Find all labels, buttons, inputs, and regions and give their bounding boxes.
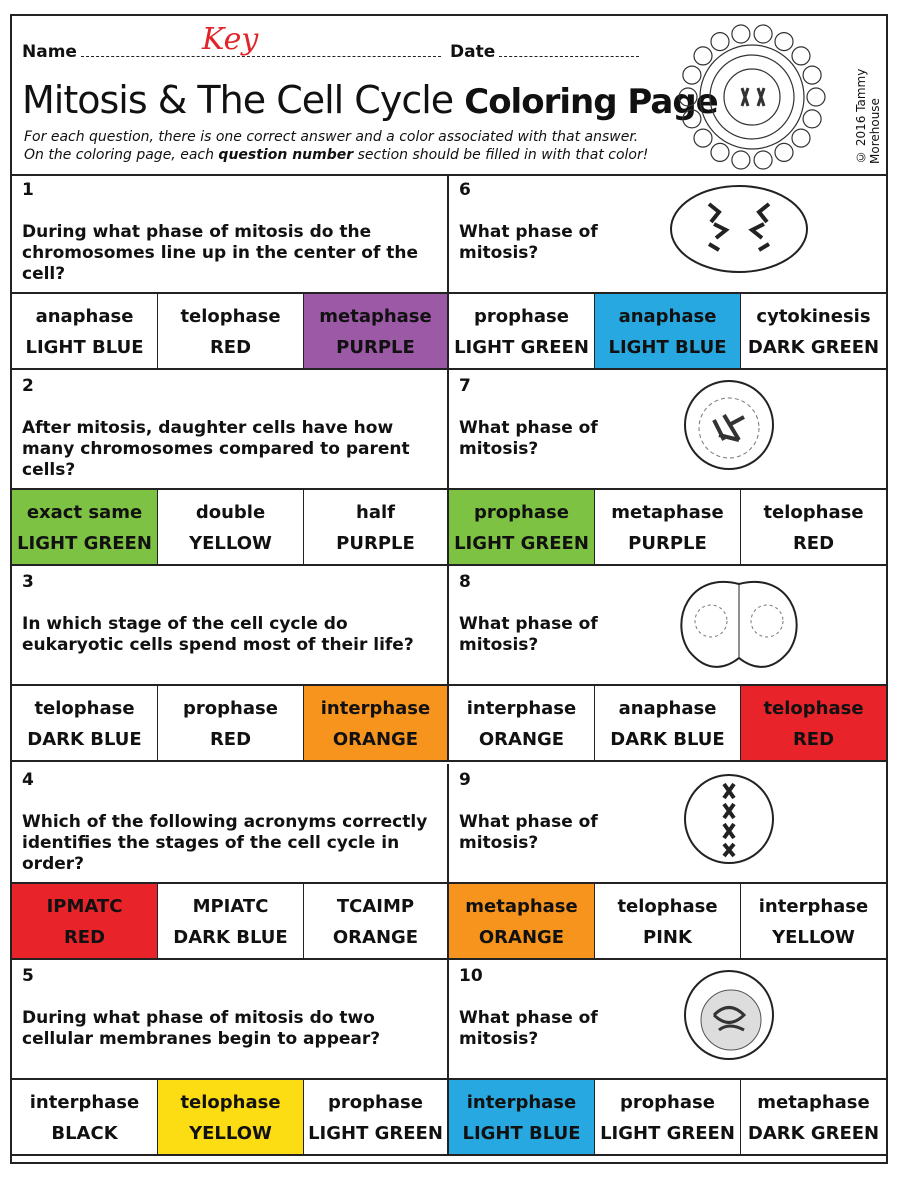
- mandala-petal: [711, 143, 729, 161]
- answer-color: RED: [792, 533, 835, 554]
- header: [12, 16, 886, 176]
- mandala-petal: [683, 110, 701, 128]
- answer-color: DARK BLUE: [173, 927, 288, 948]
- question-number: 6: [459, 180, 471, 200]
- mandala-petal: [807, 88, 825, 106]
- mandala-petal: [775, 33, 793, 51]
- mandala-petal: [732, 151, 750, 169]
- answer-word: TCAIMP: [336, 896, 415, 917]
- mandala-petal: [775, 143, 793, 161]
- answer-word: interphase: [758, 896, 869, 917]
- answer-color: LIGHT GREEN: [17, 533, 152, 554]
- answer-color: PURPLE: [336, 533, 415, 554]
- question-number: 7: [459, 376, 471, 396]
- mandala-petal: [792, 47, 810, 65]
- answer-word: anaphase: [35, 306, 134, 327]
- mandala-petal: [754, 151, 772, 169]
- answer-word: exact same: [26, 502, 143, 523]
- answer-color: RED: [63, 927, 106, 948]
- answer-color: RED: [792, 729, 835, 750]
- answer-word: interphase: [29, 1092, 140, 1113]
- answer-word: cytokinesis: [756, 306, 871, 327]
- answer-word: IPMATC: [46, 896, 123, 917]
- answer-option[interactable]: [449, 1080, 595, 1156]
- answer-option[interactable]: [741, 884, 886, 960]
- answer-word: half: [356, 502, 395, 523]
- answer-word: telophase: [34, 698, 135, 719]
- mandala-petal: [683, 66, 701, 84]
- question-number: 5: [22, 966, 34, 986]
- answer-word: prophase: [474, 306, 569, 327]
- answer-word: metaphase: [465, 896, 578, 917]
- question-number: 3: [22, 572, 34, 592]
- answer-option[interactable]: [158, 1080, 304, 1156]
- answer-word: double: [195, 502, 266, 523]
- mandala-petal: [694, 47, 712, 65]
- answer-color: RED: [209, 337, 252, 358]
- question-number: 10: [459, 966, 483, 986]
- answer-word: telophase: [180, 1092, 281, 1113]
- answer-word: metaphase: [611, 502, 724, 523]
- answer-color: DARK GREEN: [747, 1123, 880, 1144]
- page-title: [22, 78, 718, 122]
- mandala-petal: [679, 88, 697, 106]
- question-cell-9: [449, 764, 886, 884]
- answer-option[interactable]: [449, 490, 595, 566]
- cell-diagram-10: [669, 970, 814, 1074]
- mandala-petal: [754, 25, 772, 43]
- question-number: 1: [22, 180, 34, 200]
- cell-diagram-7: [669, 380, 814, 484]
- answer-option[interactable]: [304, 294, 449, 370]
- mandala-petal: [694, 129, 712, 147]
- answer-color: LIGHT GREEN: [308, 1123, 443, 1144]
- instr-text-c: section should be filled in with that color!: [353, 147, 649, 163]
- answer-color: LIGHT GREEN: [600, 1123, 735, 1144]
- answer-color: LIGHT BLUE: [25, 337, 144, 358]
- name-label: Name: [22, 42, 77, 62]
- answer-word: interphase: [466, 698, 577, 719]
- answer-word: metaphase: [757, 1092, 870, 1113]
- answer-word: prophase: [183, 698, 278, 719]
- mandala-petal: [803, 110, 821, 128]
- date-label: Date: [450, 42, 496, 62]
- cell-diagram-8: [669, 576, 814, 680]
- mandala-petal: [732, 25, 750, 43]
- title-part1: Mitosis & The Cell Cycle: [22, 78, 454, 122]
- date-line[interactable]: [499, 42, 639, 57]
- answer-option[interactable]: [158, 294, 304, 370]
- instr-emphasis: question number: [218, 147, 354, 163]
- date-field[interactable]: [450, 42, 639, 62]
- answer-color: YELLOW: [189, 1123, 272, 1144]
- question-text: What phase of mitosis?: [459, 1008, 598, 1049]
- answer-word: telophase: [763, 502, 864, 523]
- instr-text-a: On the coloring page, each: [24, 147, 219, 163]
- question-text: During what phase of mitosis do the chromosomes line up in the center of the cell?: [22, 222, 419, 284]
- answer-word: telophase: [617, 896, 718, 917]
- instructions-line2: [24, 146, 648, 164]
- answer-option[interactable]: [741, 686, 886, 762]
- answer-option[interactable]: [304, 884, 449, 960]
- answer-color: ORANGE: [332, 729, 419, 750]
- answer-option[interactable]: [449, 686, 595, 762]
- answer-word: anaphase: [618, 306, 717, 327]
- answer-option[interactable]: [158, 686, 304, 762]
- answer-option[interactable]: [741, 1080, 886, 1156]
- answer-option[interactable]: [741, 294, 886, 370]
- mandala-petal: [711, 33, 729, 51]
- title-part2: Coloring Page: [464, 82, 718, 122]
- answer-color: DARK GREEN: [747, 337, 880, 358]
- answer-option[interactable]: [595, 294, 741, 370]
- question-number: 8: [459, 572, 471, 592]
- question-cell-2: [12, 370, 449, 490]
- answer-color: PURPLE: [628, 533, 707, 554]
- answer-color: YELLOW: [772, 927, 855, 948]
- question-number: 2: [22, 376, 34, 396]
- cell-diagram-6: [669, 184, 814, 288]
- question-cell-4: [12, 764, 449, 884]
- mandala-petal: [803, 66, 821, 84]
- answer-option[interactable]: [12, 294, 158, 370]
- answer-option[interactable]: [449, 884, 595, 960]
- answer-color: PURPLE: [336, 337, 415, 358]
- answer-word: metaphase: [319, 306, 432, 327]
- answer-word: anaphase: [618, 698, 717, 719]
- answer-color: LIGHT GREEN: [454, 337, 589, 358]
- answer-option[interactable]: [12, 686, 158, 762]
- question-cell-3: [12, 566, 449, 686]
- answer-option[interactable]: [12, 884, 158, 960]
- question-text: In which stage of the cell cycle do eukaryotic cells spend most of their life?: [22, 614, 414, 655]
- question-cell-5: [12, 960, 449, 1080]
- answer-option[interactable]: [12, 1080, 158, 1156]
- answer-word: interphase: [320, 698, 431, 719]
- answer-color: ORANGE: [478, 729, 565, 750]
- answer-word: MPIATC: [192, 896, 269, 917]
- question-text: After mitosis, daughter cells have how many chromosomes compared to parent cells?: [22, 418, 410, 480]
- question-text: Which of the following acronyms correctly identifies the stages of the cell cycle in order?: [22, 812, 428, 874]
- answer-color: PINK: [643, 927, 692, 948]
- answer-color: LIGHT BLUE: [608, 337, 727, 358]
- question-text: What phase of mitosis?: [459, 614, 598, 655]
- answer-option[interactable]: [595, 686, 741, 762]
- answer-option[interactable]: [595, 1080, 741, 1156]
- answer-word: prophase: [474, 502, 569, 523]
- worksheet: [10, 14, 888, 1164]
- question-text: What phase of mitosis?: [459, 222, 598, 263]
- question-cell-8: [449, 566, 886, 686]
- answer-color: DARK BLUE: [610, 729, 725, 750]
- question-text: What phase of mitosis?: [459, 812, 598, 853]
- answer-color: LIGHT GREEN: [454, 533, 589, 554]
- question-number: 4: [22, 770, 34, 790]
- answer-color: DARK BLUE: [27, 729, 142, 750]
- answer-color: BLACK: [51, 1123, 118, 1144]
- answer-option[interactable]: [595, 884, 741, 960]
- answer-color: ORANGE: [478, 927, 565, 948]
- question-cell-6: [449, 174, 886, 294]
- answer-option[interactable]: [304, 686, 449, 762]
- answer-option[interactable]: [595, 490, 741, 566]
- question-number: 9: [459, 770, 471, 790]
- answer-word: telophase: [763, 698, 864, 719]
- answer-color: ORANGE: [332, 927, 419, 948]
- answer-color: RED: [209, 729, 252, 750]
- answer-word: prophase: [620, 1092, 715, 1113]
- question-text: What phase of mitosis?: [459, 418, 598, 459]
- mandala-petal: [792, 129, 810, 147]
- answer-color: YELLOW: [189, 533, 272, 554]
- answer-word: interphase: [466, 1092, 577, 1113]
- answer-option[interactable]: [158, 490, 304, 566]
- answer-option[interactable]: [741, 490, 886, 566]
- answer-option[interactable]: [449, 294, 595, 370]
- question-cell-7: [449, 370, 886, 490]
- cell-mandala-icon: [672, 18, 862, 176]
- instructions-line1: For each question, there is one correct answer and a color associated with that answer.: [24, 129, 639, 145]
- name-line[interactable]: [81, 42, 441, 57]
- answer-color: LIGHT BLUE: [462, 1123, 581, 1144]
- answer-option[interactable]: [304, 1080, 449, 1156]
- instructions: [24, 128, 648, 164]
- question-cell-10: [449, 960, 886, 1080]
- question-text: During what phase of mitosis do two cellular membranes begin to appear?: [22, 1008, 381, 1049]
- answer-option[interactable]: [12, 490, 158, 566]
- answer-word: telophase: [180, 306, 281, 327]
- cell-diagram-9: [669, 774, 814, 878]
- key-handwriting: Key: [202, 22, 259, 57]
- answer-word: prophase: [328, 1092, 423, 1113]
- answer-option[interactable]: [158, 884, 304, 960]
- copyright: © 2016 Tammy Morehouse: [854, 68, 882, 164]
- answer-option[interactable]: [304, 490, 449, 566]
- question-cell-1: [12, 174, 449, 294]
